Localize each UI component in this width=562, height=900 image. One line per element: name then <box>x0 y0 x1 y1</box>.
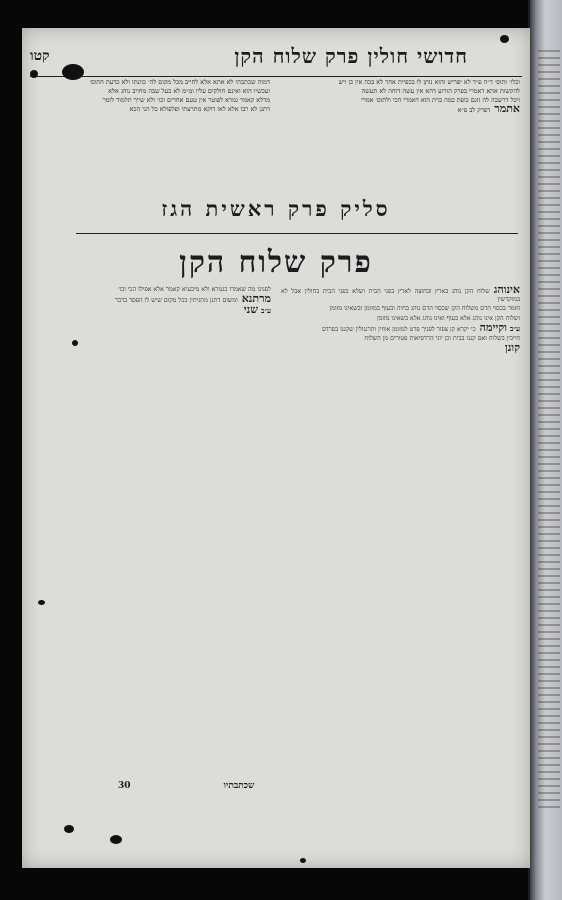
catchword-number: 30 <box>118 781 131 791</box>
section-head: מרתנא <box>241 292 271 306</box>
section-head: אתמר <box>494 102 520 116</box>
folio-number: קטו <box>30 47 50 64</box>
section-head: אינוהג <box>493 286 520 296</box>
catchword-row <box>118 780 254 791</box>
running-title: חדושי חולין פרק שלוח הקן <box>234 43 468 68</box>
ink-stain <box>30 70 38 78</box>
paragraph: חייבין בשלוח ואם קננו בבית וכן יוני הרדסיאות פטורים מן השלוח <box>364 335 520 343</box>
ink-stain <box>64 825 74 833</box>
paragraph: חומר בכסוי הדם משלוח הקן שכסוי הדם נוהג בחיה ובעוף במזומן ובשאינו מזומן <box>329 305 520 313</box>
paragraph: ושלוח הקן אינו נוהג אלא בעוף ואינו נוהג אלא בשאינו מזומן <box>377 314 520 322</box>
body-commentary <box>32 286 520 806</box>
top-left-column <box>32 78 270 180</box>
paragraph: וכלו׳ ותוס׳ ד״ה פ״ד לא יפריש והוא נותן לו בכפיית אחר לא בכה אין כן ויש <box>338 78 520 86</box>
paragraph: ומשום דתנן מתניתין בכל מקום שיש לו הפסד בדבר <box>114 297 238 305</box>
ink-stain <box>500 35 509 43</box>
ink-stain <box>72 340 78 346</box>
paragraph: דתנן לא רבו אלא לאו דוקא מתרצתי ופלפולא כל הני הכא <box>129 105 270 114</box>
facing-page-edge <box>528 0 562 900</box>
body-left-column <box>32 286 271 806</box>
amud-marker: ע״ב <box>510 323 520 333</box>
paragraph: לפנינו מה שאמרו בגמרא ולא מיבעיא קאמר אלא אפילו הכי וכו׳ <box>118 286 271 293</box>
ink-stain <box>38 600 45 605</box>
ink-stain <box>300 858 306 863</box>
chapter-end-heading: סליק פרק ראשית הגז <box>161 196 391 221</box>
paragraph: ויכל דרשבה לה זוגם כופת כמה ברת הוא דאמרי הכי ולתוס׳ אמרי <box>361 96 520 105</box>
paragraph: דמזה שכתבתי לא אתא אלא לחייב מכל מקום לה׳ כוונתו ולא כדעת התוס׳ <box>89 78 270 86</box>
page-header <box>30 36 522 77</box>
body-right-column <box>281 286 520 806</box>
paragraph: להקשות אהא דאמרי בפרק הזרוע דהא אין עשה דוחה לא תעשה <box>361 87 520 96</box>
section-head: וקיימה <box>479 320 507 334</box>
ink-stain <box>62 64 84 80</box>
paragraph: דפרק לב פ״א <box>457 106 491 115</box>
catchword: שכתבתיו <box>223 781 255 791</box>
paragraph: שלוח הקן נוהג בארץ ובחוצה לארץ בפני הבית ושלא בפני הבית בחולין אבל לא במוקדשין <box>281 288 520 304</box>
paragraph: מדלא קאמר גמרא לפוטר אין טעם אחרים וכו׳ ולא שייך תלמוד לומר <box>102 96 270 105</box>
amud-marker: ע״ב <box>261 306 271 316</box>
section-head: קונן <box>504 341 520 355</box>
divider <box>76 233 518 234</box>
paragraph: כי יקרא קן צפור לפניך פרט למזומן אווזין ותרנגולין שקננו בפרדס <box>322 325 476 333</box>
ink-stain <box>110 835 122 844</box>
section-head: שני <box>243 303 258 317</box>
top-right-column <box>282 78 520 180</box>
paragraph: ועכשיו הוא ואינם חולקים עליו ומ״מ לא בעל שבה מחויב נוהג אלא <box>108 87 270 96</box>
top-commentary <box>32 78 520 180</box>
chapter-title: פרק שלוח הקן <box>179 244 373 280</box>
book-page <box>22 28 530 868</box>
